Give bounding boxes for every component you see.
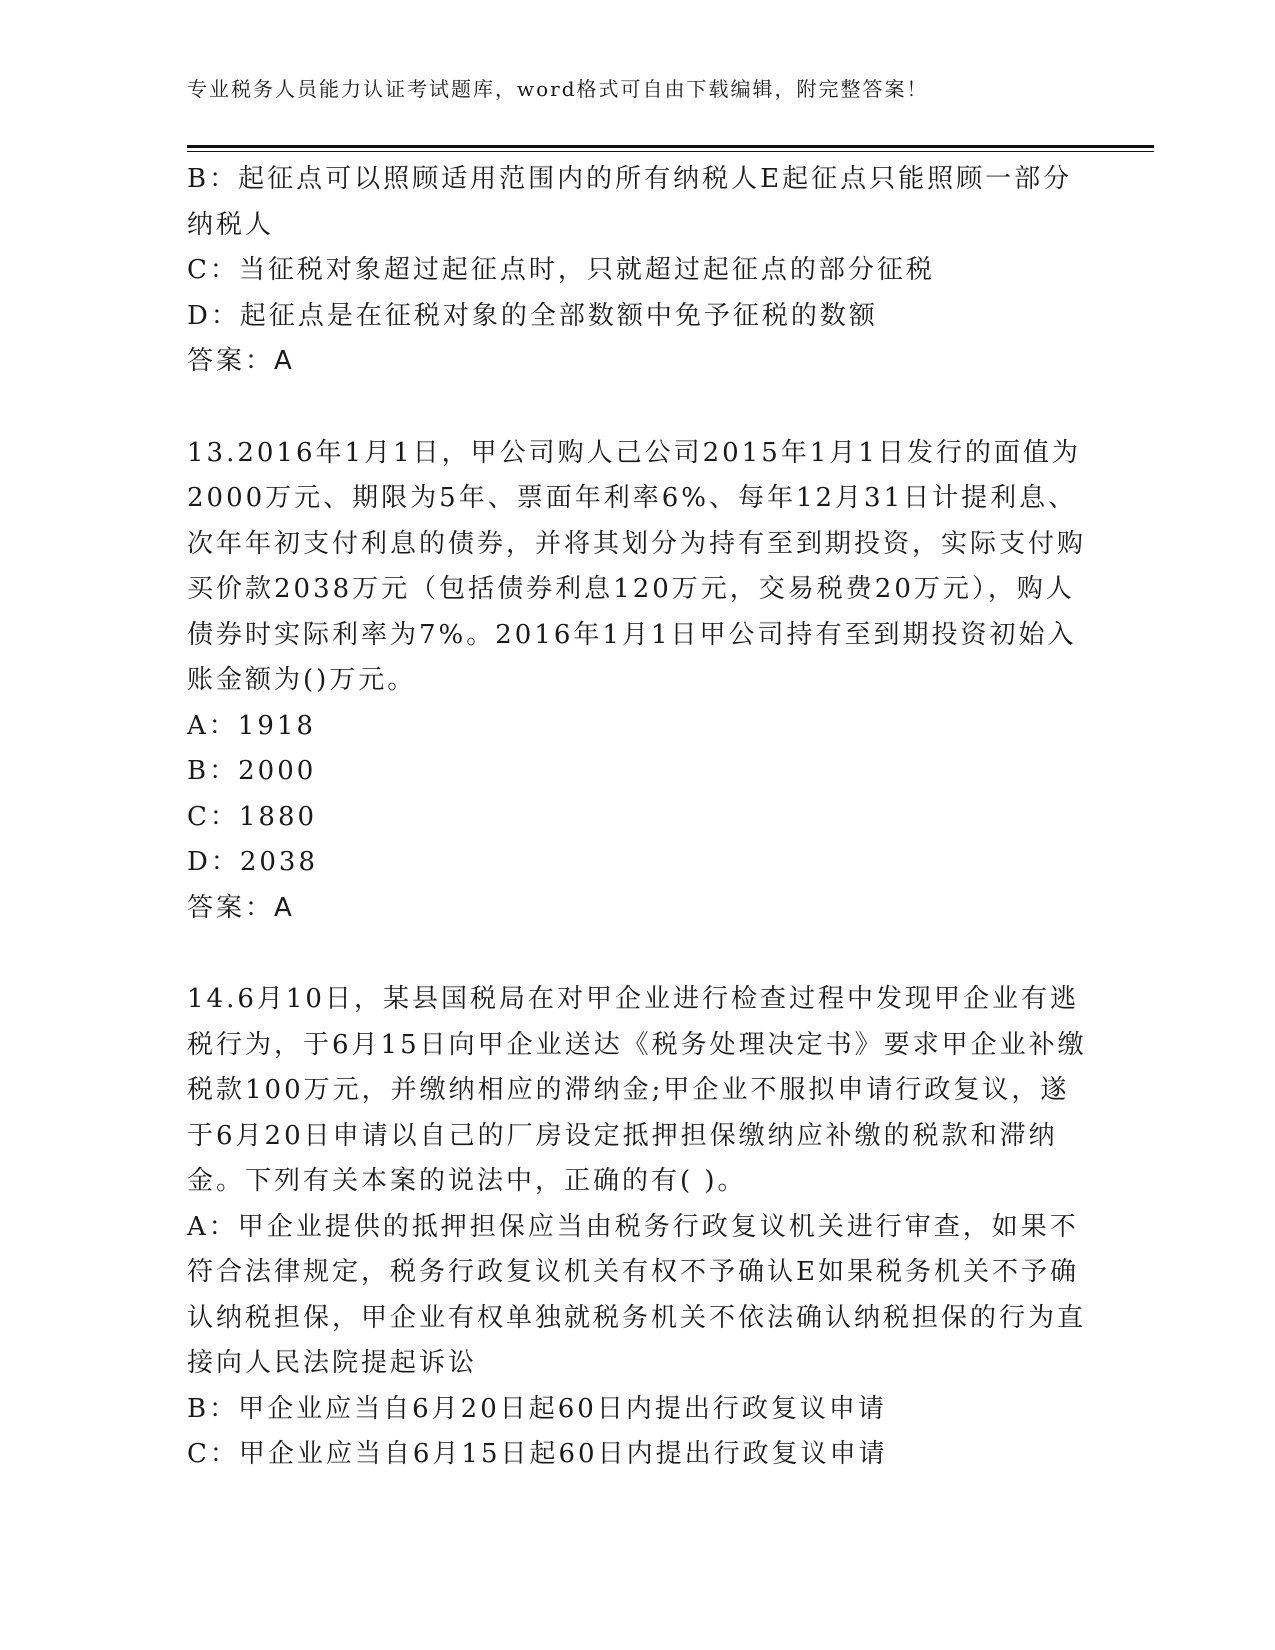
q14-option-c: C：甲企业应当自6月15日起60日内提出行政复议申请 (187, 1439, 888, 1469)
answer: 答案：A (187, 346, 295, 376)
question-14-stem: 14.6月10日，某县国税局在对甲企业进行检查过程中发现甲企业有逃税行为，于6月15日向甲企业送达《税务处理决定书》要求甲企业补缴税款100万元，并缴纳相应的滞纳金;甲企业不服拟申请行政复议，遂于6月20日申请以自己的厂房设定抵押担保缴纳应补缴的税款和滞纳金。下列有关本案的说法中，正确的有( )。 (187, 984, 1087, 1196)
header-rule-thin (187, 151, 1154, 152)
q13-option-d: D：2038 (187, 847, 319, 877)
q14-option-a: A：甲企业提供的抵押担保应当由税务行政复议机关进行审查，如果不符合法律规定，税务行政复议机关有权不予确认E如果税务机关不予确认纳税担保，甲企业有权单独就税务机关不依法确认纳税担保的行为直接向人民法院提起诉讼 (187, 1211, 1087, 1378)
q13-option-c: C：1880 (187, 801, 318, 832)
q13-answer: 答案：A (187, 892, 295, 923)
q13-option-b: B：2000 (187, 756, 317, 786)
option-d: D：起征点是在征税对象的全部数额中免予征税的数额 (187, 300, 878, 331)
q13-option-a: A：1918 (187, 710, 316, 741)
q14-option-b: B：甲企业应当自6月20日起60日内提出行政复议申请 (187, 1393, 887, 1424)
question-13-stem: 13.2016年1月1日，甲公司购人己公司2015年1月1日发行的面值为2000万元、期限为5年、票面年利率6%、每年12月31日计提利息、次年年初支付利息的债券，并将其划分为持有至到期投资，实际支付购买价款2038万元（包括债券利息120万元，交易税费20万元），购人债券时实际利率为7%。2016年1月1日甲公司持有至到期投资初始入账金额为()万元。 (187, 437, 1087, 695)
option-b: B：起征点可以照顾适用范围内的所有纳税人E起征点只能照顾一部分纳税人 (187, 164, 1073, 240)
option-c: C：当征税对象超过起征点时，只就超过起征点的部分征税 (187, 255, 935, 285)
document-body (187, 157, 1087, 1478)
header-rule-thick (187, 145, 1154, 148)
page-header: 专业税务人员能力认证考试题库，word格式可自由下载编辑，附完整答案！ (187, 77, 929, 101)
